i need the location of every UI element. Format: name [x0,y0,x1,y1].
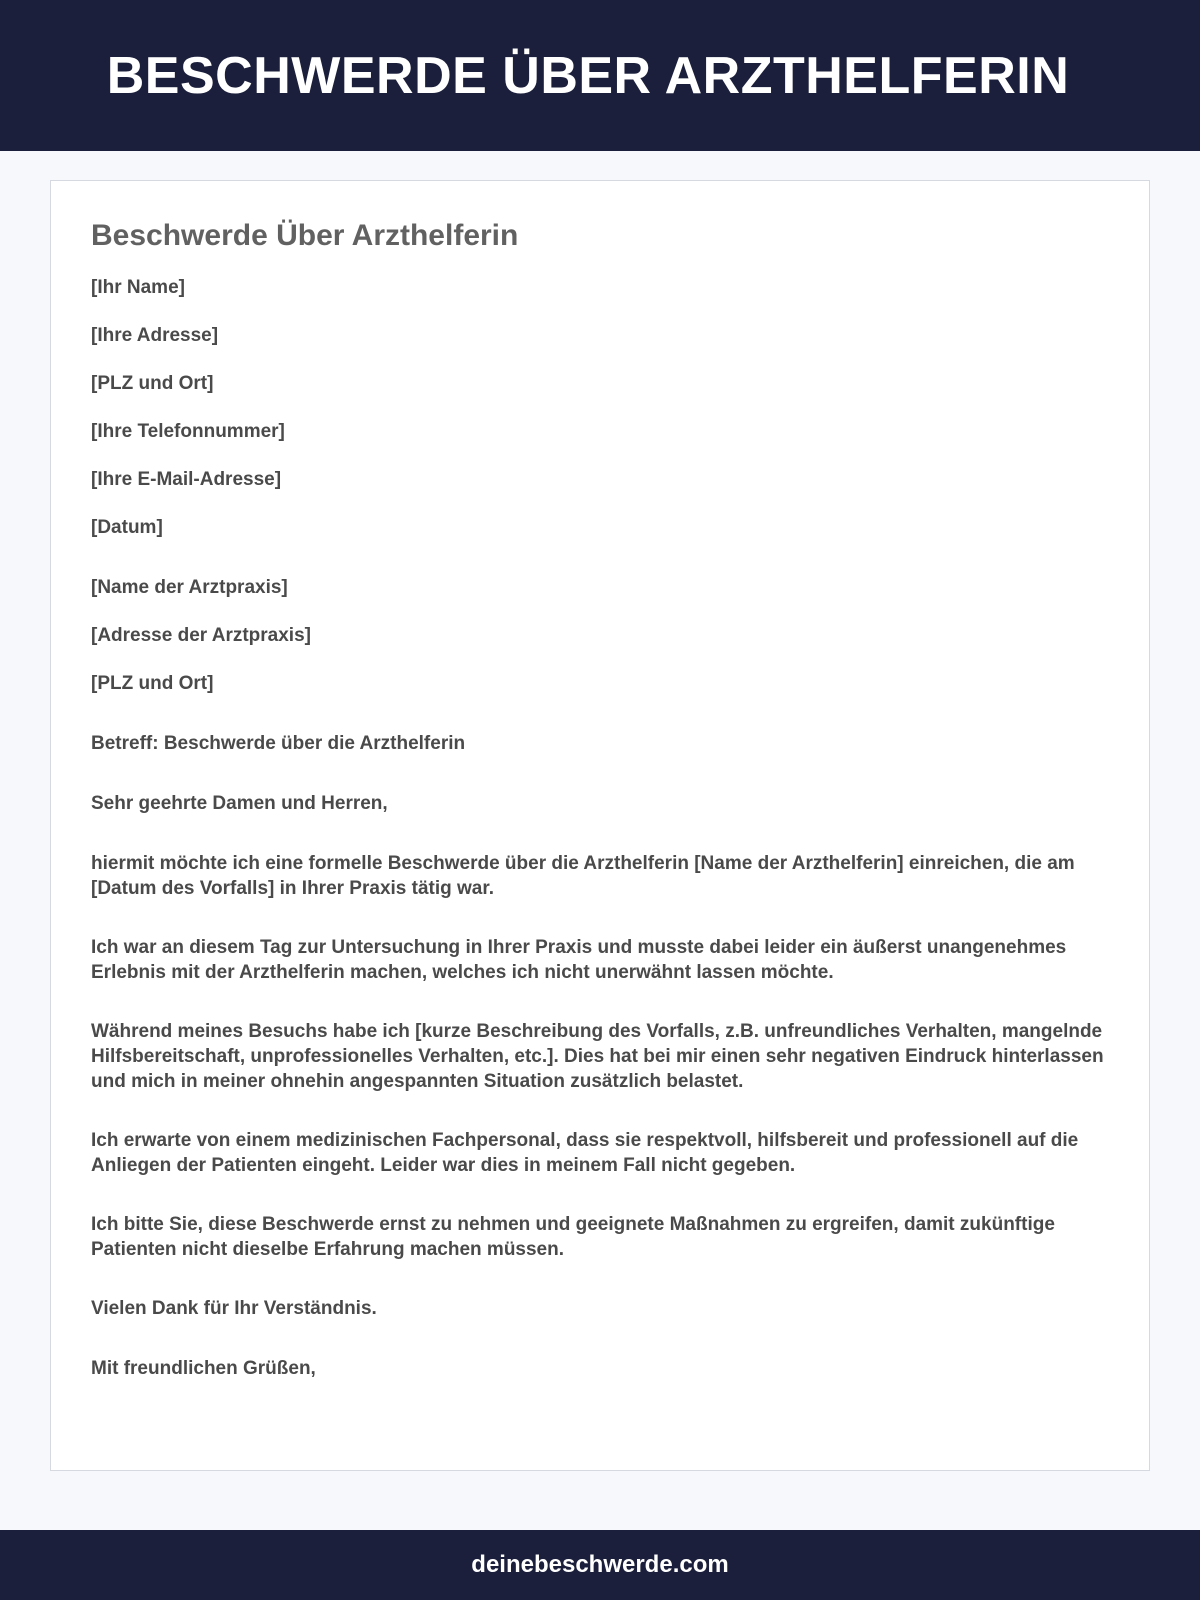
letter-closing: Mit freundlichen Grüßen, [91,1358,316,1379]
letter-title: Beschwerde Über Arzthelferin [91,219,519,252]
recipient-practice-name: [Name der Arztpraxis] [91,577,288,598]
sender-phone: [Ihre Telefonnummer] [91,421,285,442]
letter-paragraph: Während meines Besuchs habe ich [kurze Beschreibung des Vorfalls, z.B. unfreundliches Verhalten, mangelnde Hilfsbereitschaft, unprofessionelles Verhalten, etc.]. Dies hat bei mir einen sehr negativen Eindruck hinterlassen und mich in meiner ohnehin angespannten Situation zusätzlich belastet. [91,1021,1104,1092]
letter-paragraph: hiermit möchte ich eine formelle Beschwerde über die Arzthelferin [Name der Arzthelferin] einreichen, die am [Datum des Vorfalls] in Ihrer Praxis tätig war. [91,853,1075,899]
letter-thanks: Vielen Dank für Ihr Verständnis. [91,1298,377,1319]
page-footer [0,1530,1200,1600]
letter-card [50,180,1150,1471]
letter-paragraph: Ich erwarte von einem medizinischen Fachpersonal, dass sie respektvoll, hilfsbereit und professionell auf die Anliegen der Patienten eingeht. Leider war dies in meinem Fall nicht gegeben. [91,1130,1079,1176]
sender-address: [Ihre Adresse] [91,325,219,346]
letter-date: [Datum] [91,517,163,538]
letter-paragraph: Ich bitte Sie, diese Beschwerde ernst zu nehmen und geeignete Maßnahmen zu ergreifen, damit zukünftige Patienten nicht dieselbe Erfahrung machen müssen. [91,1214,1055,1260]
letter-subject: Betreff: Beschwerde über die Arzthelferin [91,733,466,754]
letter-paragraph: Ich war an diesem Tag zur Untersuchung in Ihrer Praxis und musste dabei leider ein äußerst unangenehmes Erlebnis mit der Arzthelferin machen, welches ich nicht unerwähnt lassen möchte. [91,937,1067,983]
sender-name: [Ihr Name] [91,277,185,298]
sender-city: [PLZ und Ort] [91,373,214,394]
footer-site-name: deinebeschwerde.com [471,1551,729,1578]
letter-salutation: Sehr geehrte Damen und Herren, [91,793,388,814]
sender-email: [Ihre E-Mail-Adresse] [91,469,282,490]
recipient-practice-address: [Adresse der Arztpraxis] [91,625,311,646]
page-header [0,0,1200,151]
recipient-city: [PLZ und Ort] [91,673,214,694]
page-title: BESCHWERDE ÜBER ARZTHELFERIN [106,46,1070,105]
